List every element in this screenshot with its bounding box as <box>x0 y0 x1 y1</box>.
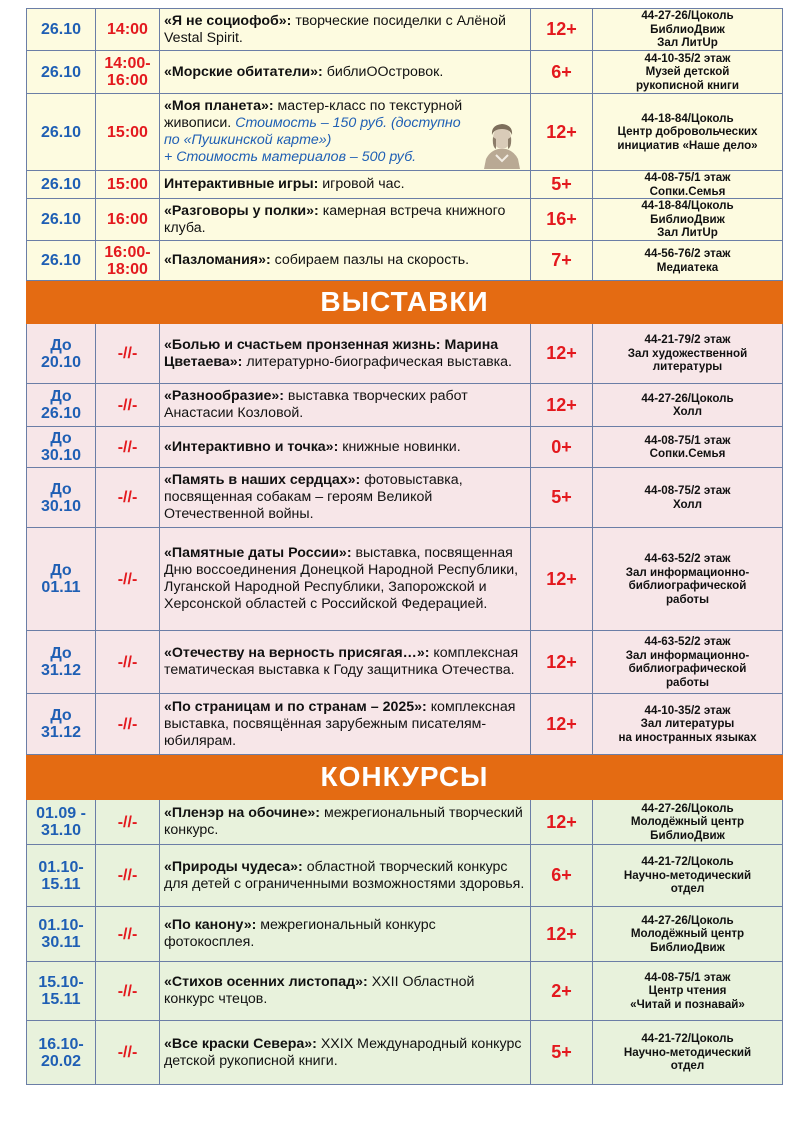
age-rating: 12+ <box>531 907 593 962</box>
event-desc: межрегиональный конкурс фотокосплея. <box>164 917 436 950</box>
table-row <box>27 907 783 962</box>
event-description <box>160 468 531 528</box>
event-desc: выставка творческих работ Анастасии Козловой. <box>164 388 468 421</box>
age-rating: 5+ <box>531 1021 593 1085</box>
section-title: КОНКУРСЫ <box>27 755 783 800</box>
age-rating: 2+ <box>531 962 593 1021</box>
event-time: -//- <box>96 907 160 962</box>
event-desc: комплексная тематическая выставка к Году защитника Отечества. <box>164 645 519 678</box>
table-row <box>27 241 783 281</box>
event-description <box>160 1021 531 1085</box>
event-time: -//- <box>96 800 160 845</box>
event-location: 44-27-26/Цоколь Холл <box>593 384 783 427</box>
event-desc: игровой час. <box>318 176 405 192</box>
event-date: 01.09 - 31.10 <box>27 800 96 845</box>
event-title: «Память в наших сердцах»: <box>164 472 361 488</box>
event-date: До 31.12 <box>27 631 96 694</box>
event-description <box>160 631 531 694</box>
event-desc: фотовыставка, посвященная собакам – героям Великой Отечественной войны. <box>164 472 463 522</box>
event-time: -//- <box>96 962 160 1021</box>
event-description <box>160 94 531 171</box>
table-row <box>27 427 783 468</box>
event-location: 44-27-26/Цоколь Молодёжный центр БиблиоДвиж <box>593 800 783 845</box>
event-description <box>160 800 531 845</box>
event-location: 44-27-26/Цоколь БиблиоДвиж Зал ЛитUp <box>593 9 783 51</box>
event-location: 44-18-84/Цоколь Центр добровольческих инициатив «Наше дело» <box>593 94 783 171</box>
event-time: 16:00 <box>96 199 160 241</box>
event-desc: книжные новинки. <box>338 438 461 455</box>
event-title: «По канону»: <box>164 917 257 933</box>
event-time: 16:00-18:00 <box>96 241 160 281</box>
event-title: «Пленэр на обочине»: <box>164 805 320 821</box>
event-description <box>160 907 531 962</box>
table-row <box>27 199 783 241</box>
event-date: До 26.10 <box>27 384 96 427</box>
event-date: До 01.11 <box>27 528 96 631</box>
event-date: 26.10 <box>27 199 96 241</box>
event-description <box>160 171 531 199</box>
event-time: 14:00 <box>96 9 160 51</box>
event-description <box>160 324 531 384</box>
table-row <box>27 468 783 528</box>
event-date: До 30.10 <box>27 427 96 468</box>
event-time: -//- <box>96 324 160 384</box>
event-desc: библиООстровок. <box>322 63 444 80</box>
table-row <box>27 171 783 199</box>
event-description <box>160 427 531 468</box>
event-description <box>160 845 531 907</box>
event-description <box>160 9 531 51</box>
table-row <box>27 324 783 384</box>
age-rating: 12+ <box>531 94 593 171</box>
event-title: «Пазломания»: <box>164 252 271 268</box>
event-desc: собираем пазлы на скорость. <box>270 252 470 268</box>
event-location: 44-08-75/1 этаж Сопки.Семья <box>593 427 783 468</box>
age-rating: 5+ <box>531 468 593 528</box>
event-description <box>160 694 531 755</box>
event-location: 44-08-75/2 этаж Холл <box>593 468 783 528</box>
table-row <box>27 631 783 694</box>
table-row <box>27 962 783 1021</box>
event-title: «Отечеству на верность присягая…»: <box>164 645 430 661</box>
event-location: 44-27-26/Цоколь Молодёжный центр БиблиоДвиж <box>593 907 783 962</box>
event-title: «Разговоры у полки»: <box>164 202 319 219</box>
event-date: До 30.10 <box>27 468 96 528</box>
section-title: ВЫСТАВКИ <box>27 281 783 324</box>
event-description <box>160 528 531 631</box>
event-location: 44-21-72/Цоколь Научно-методический отдел <box>593 845 783 907</box>
age-rating: 0+ <box>531 427 593 468</box>
event-date: 15.10-15.11 <box>27 962 96 1021</box>
event-location: 44-18-84/Цоколь БиблиоДвиж Зал ЛитUp <box>593 199 783 241</box>
table-row <box>27 800 783 845</box>
event-time: -//- <box>96 631 160 694</box>
event-title: «Интерактивно и точка»: <box>164 438 339 455</box>
section-header-contests <box>27 755 783 800</box>
event-description <box>160 962 531 1021</box>
table-row <box>27 9 783 51</box>
event-desc: XXII Областной конкурс чтецов. <box>164 974 475 1007</box>
age-rating: 12+ <box>531 384 593 427</box>
event-date: 16.10-20.02 <box>27 1021 96 1085</box>
event-time: -//- <box>96 845 160 907</box>
age-rating: 12+ <box>531 324 593 384</box>
event-title: «Стихов осенних листопад»: <box>164 974 368 990</box>
event-location: 44-63-52/2 этаж Зал информационно- библиографической работы <box>593 528 783 631</box>
event-date: До 20.10 <box>27 324 96 384</box>
event-time: -//- <box>96 427 160 468</box>
age-rating: 6+ <box>531 845 593 907</box>
age-rating: 12+ <box>531 631 593 694</box>
event-title: «Памятные даты России»: <box>164 545 352 561</box>
age-rating: 12+ <box>531 694 593 755</box>
event-title: «Болью и счастьем пронзенная жизнь: Марина Цветаева»: <box>164 336 499 370</box>
event-location: 44-63-52/2 этаж Зал информационно- библиографической работы <box>593 631 783 694</box>
materials-price: + Стоимость материалов – 500 руб. <box>164 149 417 165</box>
age-rating: 12+ <box>531 800 593 845</box>
table-row <box>27 1021 783 1085</box>
event-desc: выставка, посвященная Дню воссоединения Донецкой Народной Республики, Луганской Народной Республики, Запорожской и Херсонской областей с Российской Федерацией. <box>164 545 519 612</box>
table-row <box>27 845 783 907</box>
event-location: 44-21-72/Цоколь Научно-методический отдел <box>593 1021 783 1085</box>
event-location: 44-08-75/1 этаж Сопки.Семья <box>593 171 783 199</box>
event-title: «Все краски Севера»: <box>164 1035 317 1052</box>
table-row <box>27 384 783 427</box>
event-date: 26.10 <box>27 51 96 94</box>
age-rating: 5+ <box>531 171 593 199</box>
pushkin-card-icon <box>476 119 528 169</box>
table-row <box>27 51 783 94</box>
age-rating: 16+ <box>531 199 593 241</box>
table-row <box>27 694 783 755</box>
event-desc: камерная встреча книжного клуба. <box>164 202 506 236</box>
event-time: -//- <box>96 1021 160 1085</box>
event-date: 01.10-15.11 <box>27 845 96 907</box>
schedule-table <box>26 8 783 1085</box>
event-price: Стоимость – 150 руб. (доступно по «Пушкинской карте») <box>164 115 461 148</box>
event-location: 44-21-79/2 этаж Зал художественной литературы <box>593 324 783 384</box>
event-location: 44-10-35/2 этаж Зал литературы на иностранных языках <box>593 694 783 755</box>
table-row <box>27 528 783 631</box>
event-date: До 31.12 <box>27 694 96 755</box>
event-date: 01.10-30.11 <box>27 907 96 962</box>
event-desc: межрегиональный творческий конкурс. <box>164 805 523 838</box>
event-time: -//- <box>96 384 160 427</box>
event-desc: комплексная выставка, посвящённая зарубежным писателям-юбилярам. <box>164 698 516 749</box>
event-description <box>160 199 531 241</box>
age-rating: 12+ <box>531 528 593 631</box>
event-date: 26.10 <box>27 241 96 281</box>
age-rating: 6+ <box>531 51 593 94</box>
event-title: «Морские обитатели»: <box>164 63 323 80</box>
table-row <box>27 94 783 171</box>
event-desc: творческие посиделки с Алёной Vestal Spirit. <box>164 12 506 46</box>
section-header-exhibitions <box>27 281 783 324</box>
event-description <box>160 384 531 427</box>
event-time: -//- <box>96 468 160 528</box>
event-time: -//- <box>96 528 160 631</box>
event-title: «По страницам и по странам – 2025»: <box>164 698 427 715</box>
event-desc: XXIX Международный конкурс детской рукописной книги. <box>164 1035 522 1069</box>
event-date: 26.10 <box>27 94 96 171</box>
event-location: 44-56-76/2 этаж Медиатека <box>593 241 783 281</box>
event-time: 15:00 <box>96 94 160 171</box>
event-time: 14:00-16:00 <box>96 51 160 94</box>
event-desc: областной творческий конкурс для детей с ограниченными возможностями здоровья. <box>164 858 525 892</box>
event-title: «Я не социофоб»: <box>164 12 292 29</box>
event-title: «Природы чудеса»: <box>164 858 303 875</box>
event-desc: мастер-класс по текстурной живописи. <box>164 98 463 131</box>
age-rating: 12+ <box>531 9 593 51</box>
event-location: 44-08-75/1 этаж Центр чтения «Читай и познавай» <box>593 962 783 1021</box>
event-time: -//- <box>96 694 160 755</box>
event-title: «Разнообразие»: <box>164 388 284 404</box>
event-date: 26.10 <box>27 171 96 199</box>
event-location: 44-10-35/2 этаж Музей детской рукописной книги <box>593 51 783 94</box>
age-rating: 7+ <box>531 241 593 281</box>
event-title: Интерактивные игры: <box>164 176 319 192</box>
event-description <box>160 51 531 94</box>
event-title: «Моя планета»: <box>164 98 274 114</box>
event-description <box>160 241 531 281</box>
event-date: 26.10 <box>27 9 96 51</box>
event-desc: литературно-биографическая выставка. <box>242 353 512 370</box>
event-time: 15:00 <box>96 171 160 199</box>
